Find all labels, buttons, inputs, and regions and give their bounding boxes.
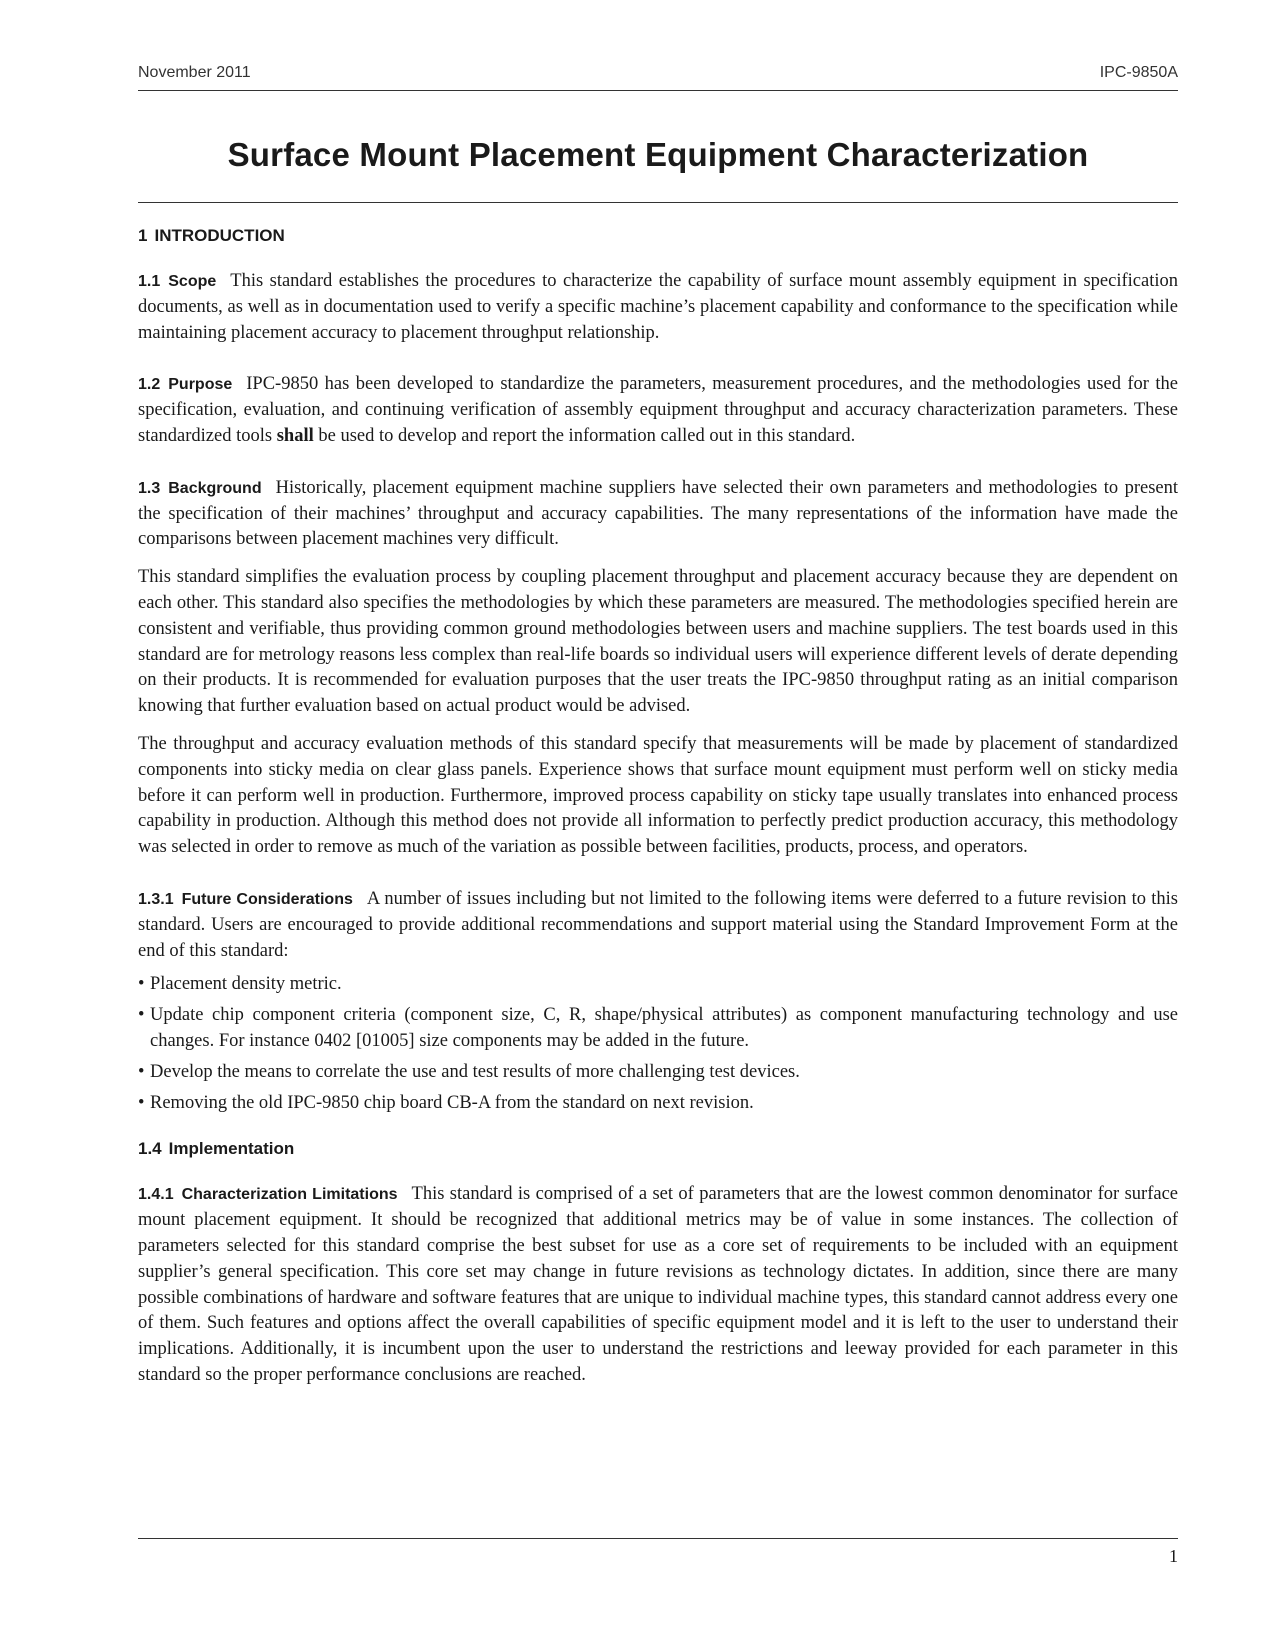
- background-text: Historically, placement equipment machine suppliers have selected their own parameters and methodologies to present the specification of their machines’ throughput and accuracy capabilities. The many representations of the information have made the comparisons between placement machines very difficult.: [138, 477, 1178, 550]
- list-item-text: Placement density metric.: [150, 974, 342, 995]
- subsection-number: 1.2: [138, 376, 161, 394]
- list-item-text: Removing the old IPC-9850 chip board CB-A from the standard on next revision.: [150, 1092, 754, 1113]
- future-text: A number of issues including but not limited to the following items were deferred to a future revision to this standard. Users are encouraged to provide additional recommendations and support material using the Standard Improvement Form at the end of this standard:: [138, 888, 1178, 961]
- section-number: 1: [138, 226, 148, 245]
- running-header: [138, 64, 1178, 91]
- paragraph-characterization-limitations: [138, 1182, 1178, 1388]
- list-item: [138, 1003, 1178, 1055]
- paragraph-background-2: This standard simplifies the evaluation process by coupling placement throughput and placement accuracy because they are dependent on each other. This standard also specifies the methodologies by which these parameters are measured. The methodologies specified herein are consistent and verifiable, thus providing common ground methodologies between users and machine suppliers. The test boards used in this standard are for metrology reasons less complex than real-life boards so individual users will experience different levels of derate depending on their products. It is recommended for evaluation purposes that the user treats the IPC-9850 throughput rating as an initial comparison knowing that further evaluation based on actual product would be advised.: [138, 567, 1178, 717]
- header-date: November 2011: [138, 64, 251, 81]
- bullet-icon: •: [138, 974, 145, 995]
- subsection-number: 1.4.1: [138, 1186, 174, 1204]
- limitations-text: This standard is comprised of a set of parameters that are the lowest common denominator for surface mount placement equipment. It should be recognized that additional metrics may be of value in some instances. The collection of parameters selected for this standard comprise the best subset for use as a core set of requirements to be included with an equipment supplier’s general specification. This core set may change in future revisions as technology dictates. In addition, since there are many possible combinations of hardware and software features that are unique to individual machine types, this standard cannot address every one of them. Such features and options affect the overall capabilities of specific equipment model and it is left to the user to understand their implications. Additionally, it is incumbent upon the user to understand the restrictions and leeway provided for each parameter in this standard so the proper performance conclusions are reached.: [138, 1184, 1178, 1385]
- subsection-heading-background: [138, 480, 262, 497]
- subsection-title: Purpose: [168, 376, 233, 394]
- section-title: INTRODUCTION: [154, 226, 285, 245]
- subsection-title: Scope: [168, 273, 217, 290]
- subsection-title: Future Considerations: [181, 890, 353, 908]
- subsection-number: 1.1: [138, 273, 161, 290]
- title-divider: [138, 202, 1178, 203]
- list-item: [138, 972, 1178, 998]
- subsection-title: Implementation: [168, 1139, 295, 1159]
- subsection-number: 1.4: [138, 1139, 162, 1159]
- section-heading-introduction: [138, 225, 1178, 247]
- subsection-heading-purpose: [138, 376, 232, 393]
- subsection-heading-implementation: [138, 1138, 1178, 1160]
- paragraph-scope: [138, 269, 1178, 346]
- subsection-heading-scope: [138, 273, 216, 290]
- subsection-heading-future-considerations: [138, 891, 353, 908]
- header-doc-id: IPC-9850A: [1099, 64, 1178, 81]
- paragraph-background: [138, 476, 1178, 553]
- scope-text: This standard establishes the procedures to characterize the capability of surface mount assembly equipment in specification documents, as well as in documentation used to verify a specific machine’s placement capability and conformance to the specification while maintaining placement accuracy to placement throughput relationship.: [138, 271, 1178, 343]
- list-item: [138, 1060, 1178, 1086]
- document-body: [138, 225, 1178, 1401]
- purpose-text-before: IPC-9850 has been developed to standardize the parameters, measurement procedures, and the methodologies used for the specification, evaluation, and continuing verification of assembly equipment throughput and accuracy characterization parameters. These standardized tools: [138, 374, 1178, 446]
- subsection-title: Background: [168, 479, 262, 497]
- list-item-text: Update chip component criteria (component size, C, R, shape/physical attributes) as component manufacturing technology and use changes. For instance 0402 [01005] size components may be added in the future.: [150, 1005, 1178, 1051]
- bullet-icon: •: [138, 1005, 145, 1026]
- purpose-text-after: be used to develop and report the information called out in this standard.: [313, 425, 856, 446]
- subsection-title: Characterization Limitations: [181, 1186, 398, 1204]
- bullet-icon: •: [138, 1061, 145, 1082]
- paragraph-background-3: The throughput and accuracy evaluation methods of this standard specify that measurements will be made by placement of standardized components into sticky media on clear glass panels. Experience shows that surface mount equipment must perform well on sticky media before it can perform well in production. Furthermore, improved process capability on sticky tape usually translates into enhanced process capability in production. Although this method does not provide all information to perfectly predict production accuracy, this methodology was selected in order to remove as much of the variation as possible between facilities, products, process, and operators.: [138, 733, 1178, 858]
- subsection-number: 1.3.1: [138, 890, 174, 908]
- list-item-text: Develop the means to correlate the use and test results of more challenging test devices.: [150, 1061, 800, 1082]
- document-title: Surface Mount Placement Equipment Characterization: [227, 136, 1089, 173]
- paragraph-future-considerations: [138, 887, 1178, 964]
- list-item: [138, 1091, 1178, 1117]
- subsection-number: 1.3: [138, 479, 161, 497]
- bullet-icon: •: [138, 1092, 145, 1113]
- footer-divider: [138, 1538, 1178, 1539]
- subsection-heading-characterization-limitations: [138, 1186, 398, 1203]
- page-number: 1: [1169, 1546, 1178, 1566]
- paragraph-purpose: [138, 372, 1178, 449]
- future-considerations-list: [138, 972, 1178, 1116]
- purpose-emphasis: shall: [276, 425, 314, 446]
